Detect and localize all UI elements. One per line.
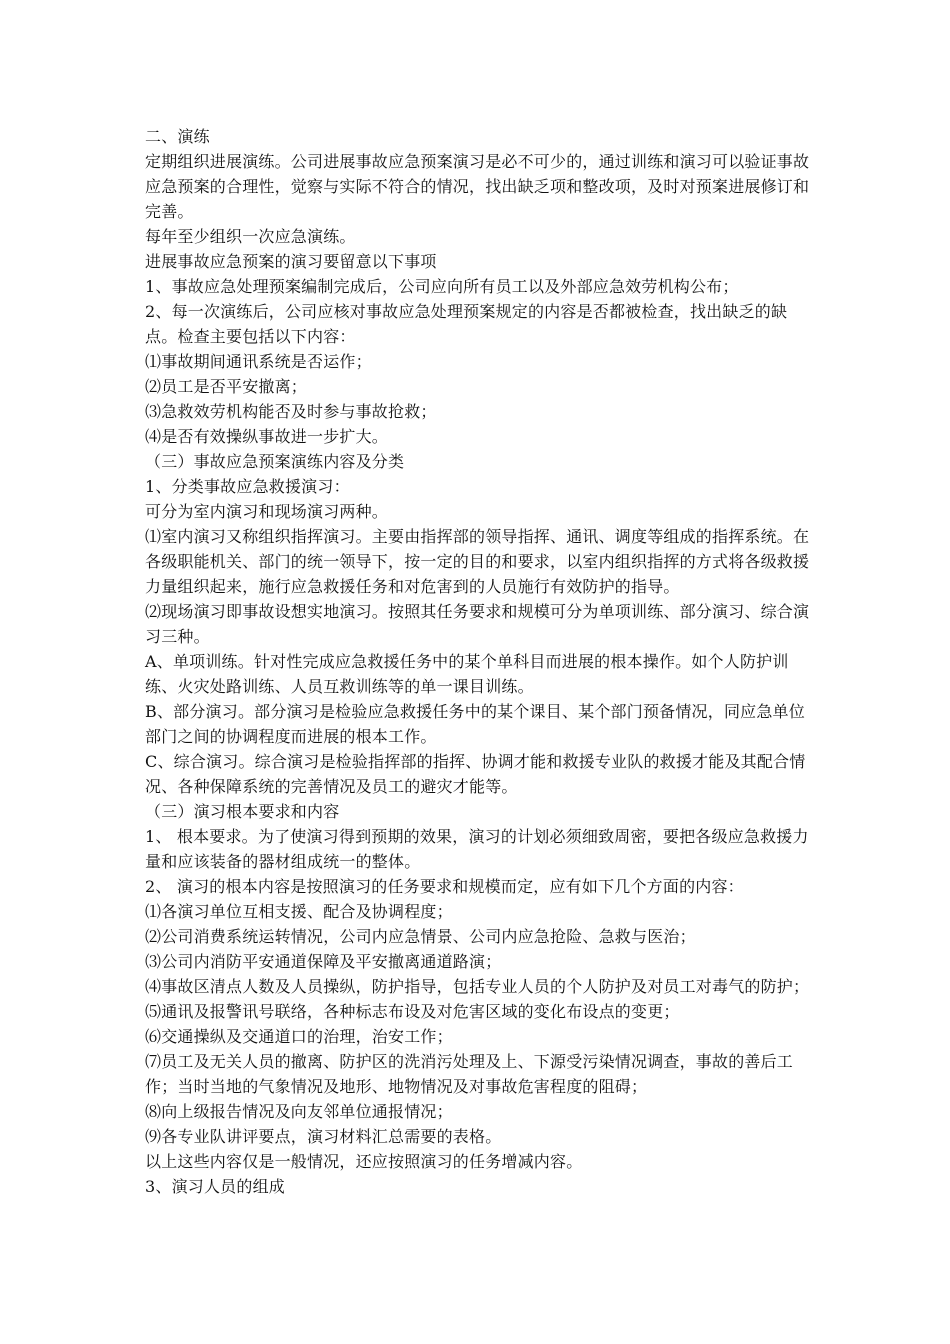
section-heading-drill-content: （三）事故应急预案演练内容及分类 — [145, 452, 405, 471]
content-item-3: ⑶公司内消防平安通道保障及平安撤离通道路演； — [145, 952, 502, 971]
paragraph-two-types: 可分为室内演习和现场演习两种。 — [145, 502, 389, 521]
paragraph-drill-notes: 进展事故应急预案的演习要留意以下事项 — [145, 252, 437, 271]
content-item-7: ⑺员工及无关人员的撤离、防护区的洗消污处理及上、下源受污染情况调查，事故的善后工作；当时当地的气象情况及地形、地物情况及对事故危害程度的阻碍； — [145, 1052, 794, 1096]
section-heading-drill: 二、演练 — [145, 127, 210, 146]
paragraph-comprehensive-drill: C、综合演习。综合演习是检验指挥部的指挥、协调才能和救援专业队的救援才能及其配合情况、各种保障系统的完善情况及员工的避灾才能等。 — [145, 752, 806, 796]
list-item-2-review: 2、每一次演练后，公司应核对事故应急处理预案规定的内容是否都被检查，找出缺乏的缺点。检查主要包括以下内容： — [145, 302, 788, 346]
check-item-1: ⑴事故期间通讯系统是否运作； — [145, 352, 372, 371]
content-item-4: ⑷事故区清点人数及人员操纵，防护指导，包括专业人员的个人防护及对员工对毒气的防护； — [145, 977, 810, 996]
paragraph-regular-drill: 定期组织进展演练。公司进展事故应急预案演习是必不可少的，通过训练和演习可以验证事故应急预案的合理性，觉察与实际不符合的情况，找出缺乏项和整改项，及时对预案进展修订和完善。 — [145, 152, 810, 221]
content-item-5: ⑸通讯及报警讯号联络，各种标志布设及对危害区域的变化布设点的变更； — [145, 1002, 680, 1021]
paragraph-partial-drill: B、部分演习。部分演习是检验应急救援任务中的某个课目、某个部门预备情况，同应急单位部门之间的协调程度而进展的根本工作。 — [145, 702, 805, 746]
paragraph-indoor-drill: ⑴室内演习又称组织指挥演习。主要由指挥部的领导指挥、通讯、调度等组成的指挥系统。在各级职能机关、部门的统一领导下，按一定的目的和要求，以室内组织指挥的方式将各级救援力量组织起来，施行应急救援任务和对危害到的人员施行有效防护的指导。 — [145, 527, 810, 596]
list-item-1-publish: 1、事故应急处理预案编制完成后，公司应向所有员工以及外部应急效劳机构公布； — [145, 277, 739, 296]
paragraph-single-training: A、单项训练。针对性完成应急救援任务中的某个单科目而进展的根本操作。如个人防护训练、火灾处路训练、人员互救训练等的单一课目训练。 — [145, 652, 789, 696]
content-item-9: ⑼各专业队讲评要点，演习材料汇总需要的表格。 — [145, 1127, 502, 1146]
check-item-3: ⑶急救效劳机构能否及时参与事故抢救； — [145, 402, 437, 421]
content-item-1: ⑴各演习单位互相支援、配合及协调程度； — [145, 902, 453, 921]
paragraph-yearly-drill: 每年至少组织一次应急演练。 — [145, 227, 356, 246]
content-item-8: ⑻向上级报告情况及向友邻单位通报情况； — [145, 1102, 453, 1121]
paragraph-general-note: 以上这些内容仅是一般情况，还应按照演习的任务增减内容。 — [145, 1152, 583, 1171]
list-item-3-personnel: 3、演习人员的组成 — [145, 1177, 285, 1196]
content-item-6: ⑹交通操纵及交通道口的治理，治安工作； — [145, 1027, 453, 1046]
list-item-2-contents: 2、 演习的根本内容是按照演习的任务要求和规模而定，应有如下几个方面的内容： — [145, 877, 744, 896]
check-item-2: ⑵员工是否平安撤离； — [145, 377, 308, 396]
paragraph-field-drill: ⑵现场演习即事故设想实地演习。按照其任务要求和规模可分为单项训练、部分演习、综合演习三种。 — [145, 602, 810, 646]
section-heading-requirements: （三）演习根本要求和内容 — [145, 802, 340, 821]
content-item-2: ⑵公司消费系统运转情况，公司内应急情景、公司内应急抢险、急救与医治； — [145, 927, 696, 946]
subheading-classification: 1、分类事故应急救援演习： — [145, 477, 350, 496]
list-item-1-requirements: 1、 根本要求。为了使演习得到预期的效果，演习的计划必须细致周密，要把各级应急救援力量和应该装备的器材组成统一的整体。 — [145, 827, 809, 871]
check-item-4: ⑷是否有效操纵事故进一步扩大。 — [145, 427, 389, 446]
document-body — [145, 124, 813, 1199]
